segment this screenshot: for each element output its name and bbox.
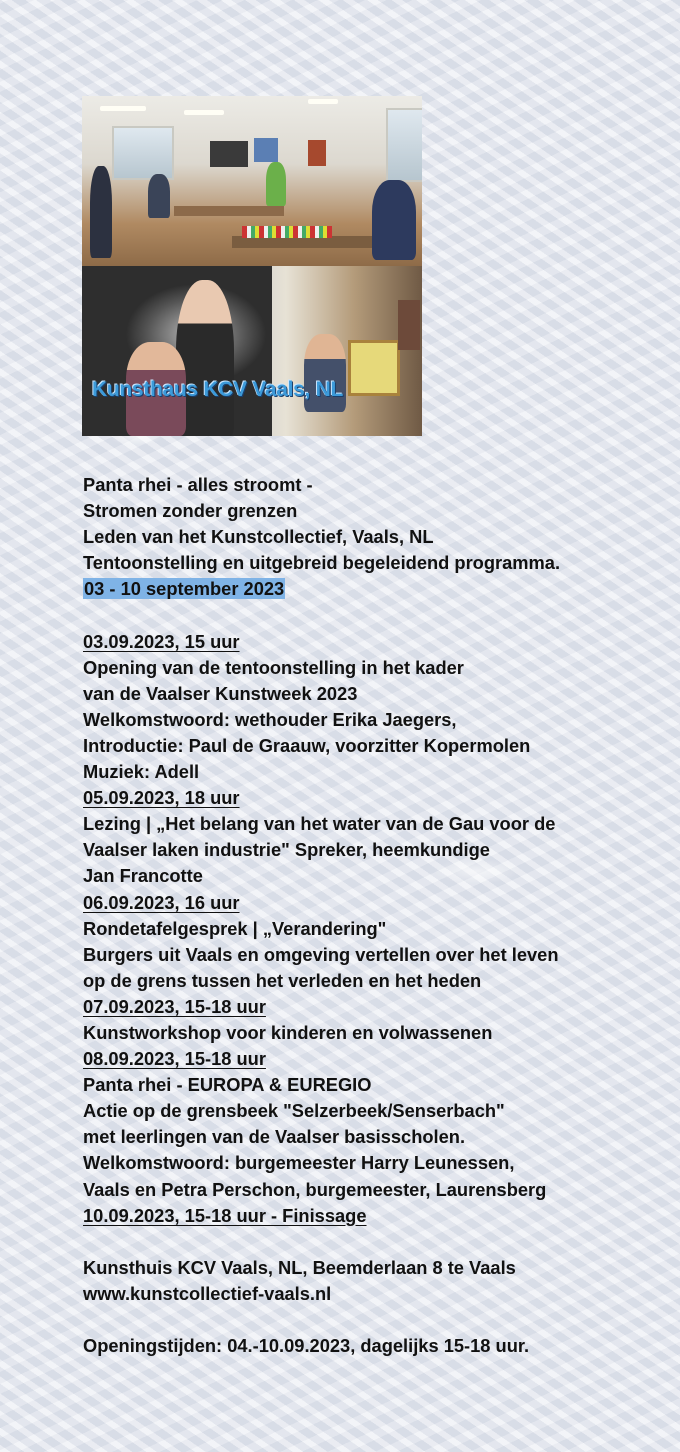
event-date: 06.09.2023, 16 uur xyxy=(83,891,240,913)
footer-website-link[interactable]: www.kunstcollectief-vaals.nl xyxy=(83,1282,332,1304)
painting xyxy=(308,140,326,166)
photo-studio-room xyxy=(82,96,422,266)
footer-hours: Openingstijden: 04.-10.09.2023, dagelijks 15-18 uur. xyxy=(83,1335,530,1357)
painting xyxy=(254,138,278,162)
event-line: van de Vaalser Kunstweek 2023 xyxy=(83,682,358,704)
event-line: op de grens tussen het verleden en het heden xyxy=(83,969,482,991)
intro-subtitle: Stromen zonder grenzen xyxy=(83,500,298,522)
spacer xyxy=(83,602,643,628)
spacer xyxy=(83,1307,643,1333)
paint-supplies xyxy=(242,226,332,238)
event-line: met leerlingen van de Vaalser basisscholen. xyxy=(83,1126,466,1148)
intro-title: Panta rhei - alles stroomt - xyxy=(83,474,313,495)
event-line: Muziek: Adell xyxy=(83,761,200,783)
window xyxy=(112,126,174,180)
event-line: Kunstworkshop voor kinderen en volwassenen xyxy=(83,1021,493,1043)
event-line: Actie op de grensbeek "Selzerbeek/Senserbach" xyxy=(83,1100,505,1122)
event-line: Opening van de tentoonstelling in het kader xyxy=(83,656,464,678)
event-line: Introductie: Paul de Graauw, voorzitter Kopermolen xyxy=(83,734,531,756)
person-seated xyxy=(372,180,416,260)
event-date: 03.09.2023, 15 uur xyxy=(83,630,240,652)
ceiling-light xyxy=(184,110,224,115)
event-date: 08.09.2023, 15-18 uur xyxy=(83,1048,266,1070)
window xyxy=(386,108,422,182)
event-date-finissage: 10.09.2023, 15-18 uur - Finissage xyxy=(83,1204,367,1226)
event-line: Vaals en Petra Perschon, burgemeester, Laurensberg xyxy=(83,1178,547,1200)
work-table xyxy=(174,206,284,216)
exhibition-photo xyxy=(82,96,422,436)
photo-caption: Kunsthaus KCV Vaals, NL xyxy=(92,378,343,401)
event-date: 07.09.2023, 15-18 uur xyxy=(83,995,266,1017)
intro-dates: 03 - 10 september 2023 xyxy=(84,578,285,600)
event-line: Jan Francotte xyxy=(83,865,203,887)
painting xyxy=(210,141,248,167)
event-line: Panta rhei - EUROPA & EUREGIO xyxy=(83,1074,372,1096)
person-seated xyxy=(148,174,170,218)
spacer xyxy=(83,1229,643,1255)
event-line: Vaalser laken industrie" Spreker, heemkundige xyxy=(83,839,490,861)
event-line: Welkomstwoord: burgemeester Harry Leunessen, xyxy=(83,1152,515,1174)
ceiling-light xyxy=(308,99,338,104)
photo-artists xyxy=(82,266,422,436)
intro-program: Tentoonstelling en uitgebreid begeleidend programma. xyxy=(83,552,561,574)
event-list xyxy=(83,629,643,1229)
event-date: 05.09.2023, 18 uur xyxy=(83,787,240,809)
intro-members: Leden van het Kunstcollectief, Vaals, NL xyxy=(83,526,434,548)
footer-address: Kunsthuis KCV Vaals, NL, Beemderlaan 8 te Vaals xyxy=(83,1256,516,1278)
ceiling-light xyxy=(100,106,146,111)
event-line: Lezing | „Het belang van het water van de Gau voor de xyxy=(83,813,556,835)
event-line: Burgers uit Vaals en omgeving vertellen over het leven xyxy=(83,943,559,965)
intro-dates-line xyxy=(83,576,643,602)
person-green xyxy=(266,162,286,206)
event-line: Rondetafelgesprek | „Verandering" xyxy=(83,917,387,939)
event-line: Welkomstwoord: wethouder Erika Jaegers, xyxy=(83,708,457,730)
announcement-text xyxy=(83,472,643,1359)
person-standing xyxy=(90,166,112,258)
shelf xyxy=(398,300,420,350)
